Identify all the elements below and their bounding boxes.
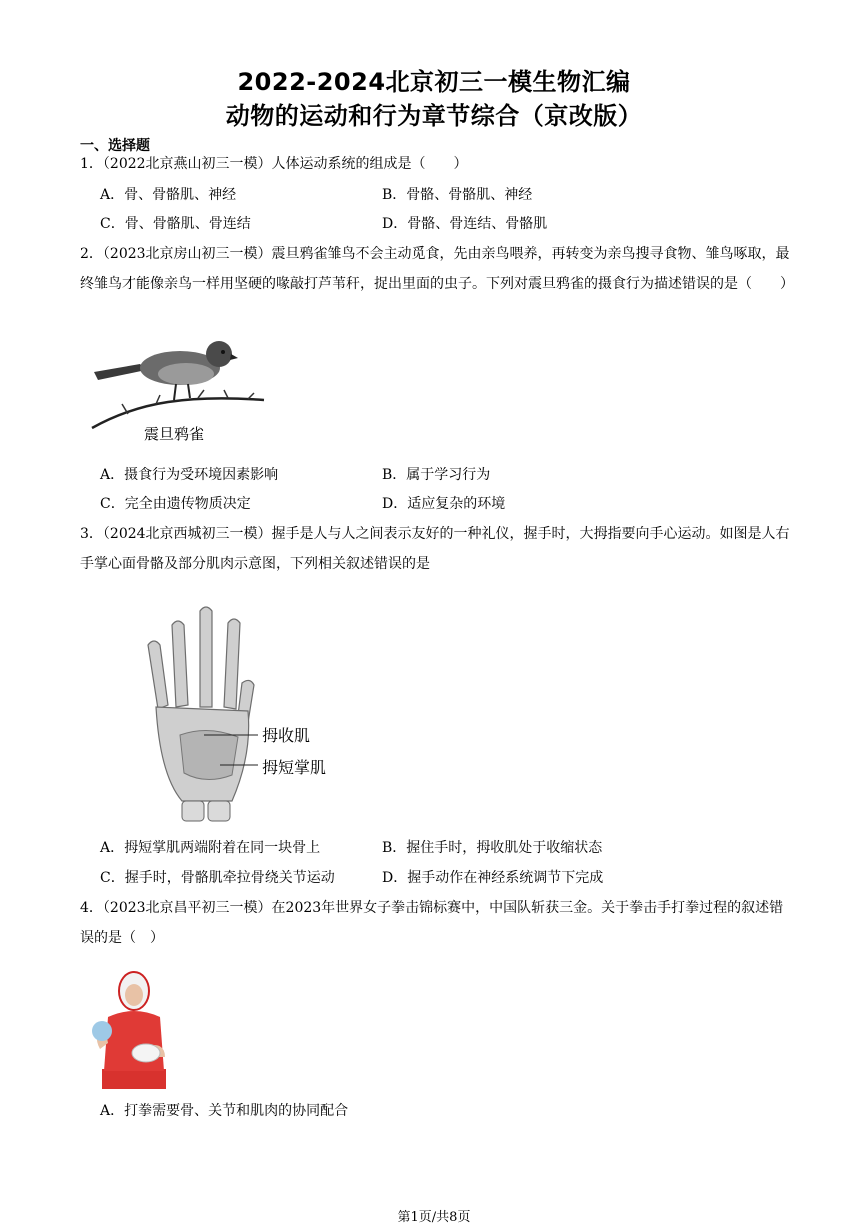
question-2-option-c: C．完全由遗传物质决定 <box>100 496 251 512</box>
question-2-option-d: D．适应复杂的环境 <box>382 496 506 512</box>
question-1-option-a: A．骨、骨骼肌、神经 <box>100 187 237 203</box>
section-heading: 一、选择题 <box>80 138 150 154</box>
boxer-illustration <box>88 965 180 1090</box>
document-title-line1: 2022-2024北京初三一模生物汇编 <box>237 68 631 96</box>
hand-skeleton-illustration <box>120 605 360 825</box>
hand-label-short-palmar: 拇短掌肌 <box>262 758 327 777</box>
question-3-option-c: C．握手时，骨骼肌牵拉骨绕关节运动 <box>100 870 335 886</box>
question-4-stem: 4．（2023北京昌平初三一模）在2023年世界女子拳击锦标赛中，中国队斩获三金。关于拳击手打拳过程的叙述错误的是（ ） <box>80 900 784 946</box>
question-3-option-d: D．握手动作在神经系统调节下完成 <box>382 870 604 886</box>
bird-figure-caption: 震旦鸦雀 <box>144 425 205 443</box>
question-2-option-b: B．属于学习行为 <box>382 467 491 483</box>
question-1-stem: 1．（2022北京燕山初三一模）人体运动系统的组成是（ ） <box>80 156 468 172</box>
question-2-stem: 2．（2023北京房山初三一模）震旦鸦雀雏鸟不会主动觅食，先由亲鸟喂养，再转变为亲鸟搜寻食物、雏鸟啄取，最终雏鸟才能像亲鸟一样用坚硬的喙敲打芦苇秆，捉出里面的虫子。下列对震旦鸦雀的摄食行为描述错误的是（ ） <box>80 246 794 292</box>
question-1-option-c: C．骨、骨骼肌、骨连结 <box>100 216 251 232</box>
question-3-option-a: A．拇短掌肌两端附着在同一块骨上 <box>100 840 321 856</box>
question-3-option-b: B．握住手时，拇收肌处于收缩状态 <box>382 840 603 856</box>
hand-label-adductor: 拇收肌 <box>262 726 311 745</box>
question-1-option-d: D．骨骼、骨连结、骨骼肌 <box>382 216 548 232</box>
question-1-option-b: B．骨骼、骨骼肌、神经 <box>382 187 533 203</box>
question-4-option-a: A．打拳需要骨、关节和肌肉的协同配合 <box>100 1103 349 1119</box>
question-3-stem: 3．（2024北京西城初三一模）握手是人与人之间表示友好的一种礼仪，握手时，大拇指要向手心运动。如图是人右手掌心面骨骼及部分肌肉示意图，下列相关叙述错误的是 <box>80 526 790 572</box>
question-2-option-a: A．摄食行为受环境因素影响 <box>100 467 279 483</box>
boxer-figure <box>88 965 180 1090</box>
page-footer: 第1页/共8页 <box>397 1210 471 1225</box>
bird-figure <box>88 336 268 448</box>
document-title-line2: 动物的运动和行为章节综合（京改版） <box>225 102 643 130</box>
hand-figure <box>120 605 360 825</box>
